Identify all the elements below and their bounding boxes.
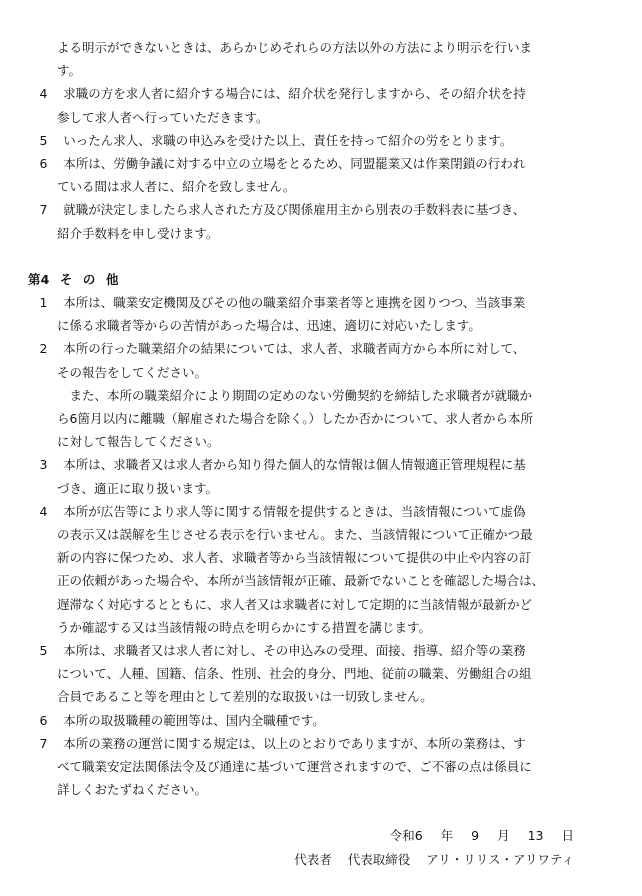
item-number: 7 (39, 735, 48, 751)
text-line: 正の依頼があった場合や、本所が当該情報が正確、最新でないことを確認した場合は、 (57, 573, 545, 589)
item-text (57, 500, 588, 523)
section-heading (28, 268, 588, 291)
list-item (28, 453, 588, 476)
item-text (57, 152, 588, 175)
text-line: 新の内容に保つため、求人者、求職者等から当該情報について提供の中止や内容の訂 (57, 550, 532, 566)
text-line: いったん求人、求職の申込みを受けた以上、責任を持って紹介の労をとります。 (63, 132, 513, 148)
item-text (57, 82, 588, 105)
text-line: 本所は、求職者又は求人者に対し、その申込みの受理、面接、指導、紹介等の業務 (63, 643, 526, 659)
list-item (28, 500, 588, 523)
date-month-label: 月 (497, 828, 510, 843)
text-line: 本所は、求職者又は求人者から知り得た個人的な情報は個人情報適正管理規程に基 (63, 457, 526, 473)
section-title-char: そ (59, 271, 73, 287)
text-line: に係る求職者等からの苦情があった場合は、迅速、適切に対応いたします。 (57, 318, 481, 334)
document-date (154, 826, 574, 844)
text-line: 本所の取扱職種の範囲等は、国内全職種です。 (63, 712, 325, 728)
spacer (28, 245, 588, 268)
item-text (57, 337, 588, 360)
rep-name: アリ・リリス・アリワティ (426, 852, 574, 867)
text-line: うか確認する又は当該情報の時点を明らかにする措置を講じます。 (57, 619, 432, 635)
text-line: の表示又は誤解を生じさせる表示を行いません。また、当該情報について正確かつ最 (57, 527, 533, 543)
representative (154, 850, 574, 868)
text-line: 本所の業務の運営に関する規定は、以上のとおりでありますが、本所の業務は、す (63, 735, 526, 751)
text-line: また、本所の職業紹介により期間の定めのない労働契約を締結した求職者が就職か (69, 387, 533, 403)
item-number: 7 (39, 202, 48, 218)
date-year-label: 年 (440, 828, 454, 843)
text-line: 本所の行った職業紹介の結果については、求人者、求職者両方から本所に対して、 (63, 341, 526, 357)
rep-label: 代表者 (294, 852, 332, 867)
text-line: ている間は求人者に、紹介を致しません。 (57, 179, 296, 195)
sub-paragraph (28, 384, 588, 407)
text-line: す。 (57, 63, 82, 79)
date-day: 13 (527, 828, 544, 843)
item-text (57, 709, 588, 732)
text-line: 参して求人者へ行っていただきます。 (57, 109, 269, 125)
text-line: 就職が決定しましたら求人された方及び関係雇用主から別表の手数料表に基づき、 (63, 202, 526, 218)
list-item (28, 709, 588, 732)
text-line: に対して報告してください。 (57, 434, 220, 450)
text-line: 本所は、職業安定機関及びその他の職業紹介事業者等と連携を図りつつ、当該事業 (63, 295, 526, 311)
intro-continuation (28, 36, 588, 82)
item-number: 1 (39, 295, 48, 311)
text-line: 遅滞なく対応するとともに、求人者又は求職者に対して定期的に当該情報が最新かど (57, 596, 533, 612)
list-item (28, 82, 588, 105)
section-title-char: 他 (105, 271, 119, 287)
rep-title: 代表取締役 (347, 852, 411, 867)
section-title-char: の (82, 271, 96, 287)
item-number: 2 (39, 341, 48, 357)
list-item (28, 291, 588, 314)
item-text (57, 732, 588, 755)
text-line: その報告をしてください。 (57, 364, 208, 380)
item-number: 5 (39, 132, 48, 148)
item-text (57, 639, 588, 662)
text-line: ら6箇月以内に離職（解雇された場合を除く。）したか否かについて、求人者から本所 (57, 411, 533, 427)
item-text (57, 453, 588, 476)
text-line: 本所は、労働争議に対する中立の立場をとるため、同盟罷業又は作業閉鎖の行われ (63, 156, 526, 172)
list-item (28, 732, 588, 755)
date-day-label: 日 (561, 828, 574, 843)
text-line: づき、適正に取り扱います。 (57, 480, 219, 496)
item-text (57, 198, 588, 221)
list-item (28, 129, 588, 152)
text-line: 合員であること等を理由として差別的な取扱いは一切致しません。 (57, 689, 433, 705)
text-line: について、人種、国籍、信条、性別、社会的身分、門地、従前の職業、労働組合の組 (57, 666, 532, 682)
list-item (28, 639, 588, 662)
item-number: 5 (39, 643, 48, 659)
item-text (57, 129, 588, 152)
list-item (28, 337, 588, 360)
date-era: 令和6 (389, 828, 423, 843)
text-line: 詳しくおたずねください。 (57, 782, 208, 798)
item-number: 6 (39, 156, 48, 172)
item-number: 4 (39, 86, 48, 102)
text-line: 本所が広告等により求人等に関する情報を提供するときは、当該情報について虚偽 (63, 503, 526, 519)
item-number: 4 (39, 503, 48, 519)
text-line: べて職業安定法関係法令及び通達に基づいて運営されますので、ご不審の点は係員に (57, 759, 532, 775)
text-line: 求職の方を求人者に紹介する場合には、紹介状を発行しますから、その紹介状を持 (63, 86, 526, 102)
list-item (28, 198, 588, 221)
text-line: 紹介手数料を申し受けます。 (57, 225, 219, 241)
item-text (57, 291, 588, 314)
text-line: よる明示ができないときは、あらかじめそれらの方法以外の方法により明示を行いま (57, 40, 533, 55)
date-month: 9 (471, 828, 480, 843)
item-number: 6 (39, 712, 48, 728)
item-number: 3 (39, 457, 48, 473)
section-number: 第4 (28, 271, 50, 287)
document-body (28, 36, 588, 802)
list-item (28, 152, 588, 175)
